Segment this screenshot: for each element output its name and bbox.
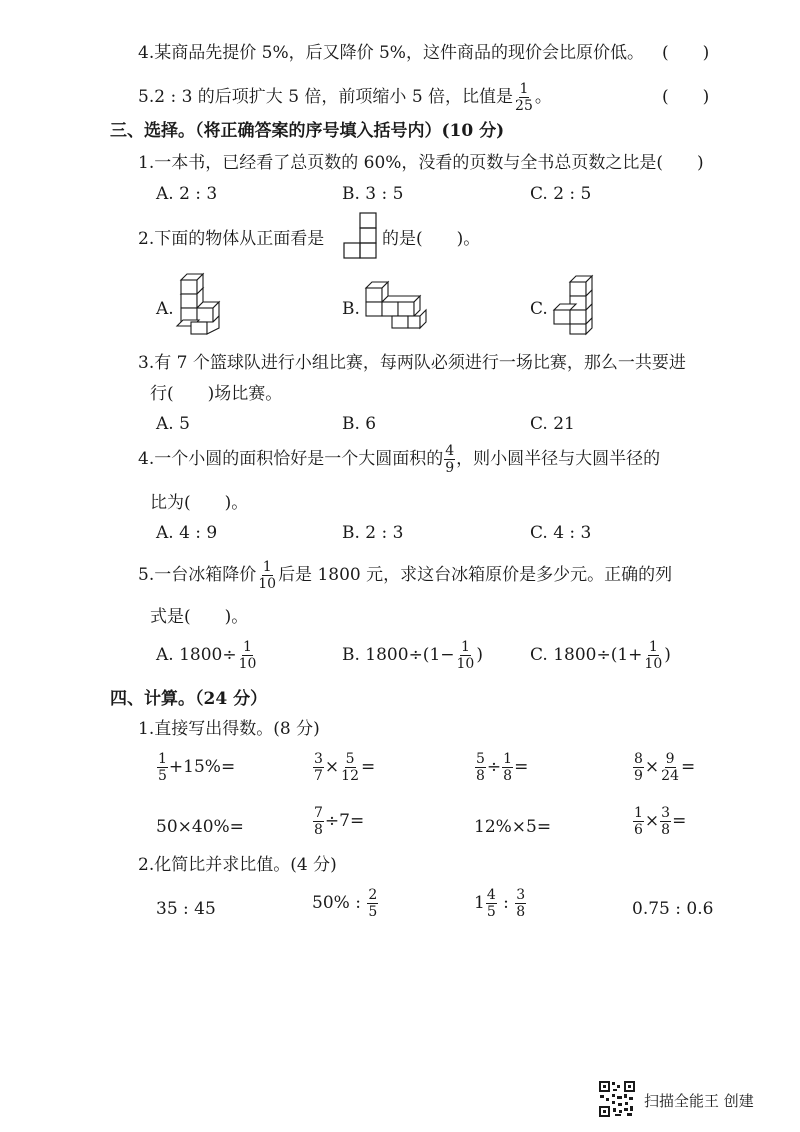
- fraction: $\frac{5}{8}$: [476, 751, 485, 784]
- judge-q5-answer-paren[interactable]: ( ): [662, 87, 710, 107]
- judge-q4-answer-paren[interactable]: ( ): [662, 43, 710, 63]
- calc-r1-e2: $\frac{3}{7}$ × $\frac{5}{12}$ =: [314, 751, 376, 784]
- cube-stack-b-icon: [362, 278, 432, 332]
- calc-r1-e1: $\frac{1}{5}$ +15%=: [158, 751, 236, 784]
- fraction: $\frac{4}{9}$: [445, 443, 455, 476]
- fraction: $\frac{3}{7}$: [314, 751, 323, 784]
- calc-sub2-title: 2.化简比并求比值。(4 分): [138, 855, 337, 875]
- fraction: $\frac{8}{9}$: [634, 751, 643, 784]
- fraction: $\frac{1}{6}$: [634, 805, 643, 838]
- choice-q4-option-a[interactable]: A. 4 : 9: [156, 523, 218, 543]
- choice-q5-line1: 5.一台冰箱降价 $\frac{1}{10}$ 后是 1800 元，求这台冰箱原价是多少元。正确的列: [138, 559, 673, 592]
- calc-r2-e2: $\frac{7}{8}$ ÷7=: [314, 805, 365, 838]
- fraction: $\frac{1}{10}$: [644, 639, 663, 672]
- choice-q5-option-c[interactable]: C. 1800÷(1+ $\frac{1}{10}$ ): [530, 639, 671, 672]
- fraction: $\frac{2}{5}$: [368, 887, 378, 920]
- fraction: $\frac{5}{12}$: [341, 751, 359, 784]
- fraction: $\frac{1}{10}$: [238, 639, 257, 672]
- choice-q3-line2: 行( )场比赛。: [150, 384, 283, 404]
- calc-r2-e3: 12%×5=: [474, 817, 552, 837]
- calc-r1-e3: $\frac{5}{8}$ ÷ $\frac{1}{8}$ =: [476, 751, 529, 784]
- front-view-shape-icon: [343, 212, 377, 260]
- choice-q4-line2: 比为( )。: [150, 493, 249, 513]
- choice-q1: 1.一本书，已经看了总页数的 60%，没看的页数与全书总页数之比是( ): [138, 153, 704, 173]
- calc-r3-e3: 1 $\frac{4}{5}$ : $\frac{3}{8}$: [474, 887, 526, 920]
- choice-q4-option-b[interactable]: B. 2 : 3: [342, 523, 404, 543]
- fraction: $\frac{1}{8}$: [503, 751, 513, 784]
- calc-r3-e1: 35 : 45: [156, 899, 216, 919]
- qr-code-icon: [598, 1080, 636, 1118]
- fraction: $\frac{3}{8}$: [516, 887, 526, 920]
- choice-q1-option-c[interactable]: C. 2 : 5: [530, 184, 592, 204]
- fraction: $\frac{4}{5}$: [486, 887, 496, 920]
- judge-q5: 5.2 : 3 的后项扩大 5 倍，前项缩小 5 倍，比值是 $\frac{1}{25}$ 。: [138, 81, 552, 114]
- fraction: $\frac{1}{5}$: [158, 751, 167, 784]
- fraction: $\frac{1}{25}$: [515, 81, 533, 114]
- fraction: $\frac{3}{8}$: [661, 805, 671, 838]
- choice-q5-option-a[interactable]: A. 1800÷ $\frac{1}{10}$: [156, 639, 257, 672]
- choice-q2-prefix: 2.下面的物体从正面看是: [138, 229, 325, 249]
- scanner-watermark: 扫描全能王 创建: [644, 1092, 754, 1110]
- judge-q4: 4.某商品先提价 5%，后又降价 5%，这件商品的现价会比原价低。: [138, 43, 644, 63]
- choice-q5-line2: 式是( )。: [150, 607, 249, 627]
- fraction: $\frac{7}{8}$: [314, 805, 323, 838]
- calc-sub1-title: 1.直接写出得数。(8 分): [138, 719, 320, 739]
- choice-q1-option-a[interactable]: A. 2 : 3: [156, 184, 218, 204]
- choice-q3-option-a[interactable]: A. 5: [156, 414, 190, 434]
- choice-q4-option-c[interactable]: C. 4 : 3: [530, 523, 592, 543]
- choice-q5-option-b[interactable]: B. 1800÷(1− $\frac{1}{10}$ ): [342, 639, 483, 672]
- choice-q2-option-a[interactable]: A.: [156, 299, 174, 319]
- fraction: $\frac{1}{10}$: [258, 559, 277, 592]
- fraction: $\frac{9}{24}$: [661, 751, 679, 784]
- choice-q2-suffix: 的是( )。: [382, 229, 481, 249]
- cube-stack-c-icon: [552, 272, 598, 336]
- choice-q4-line1: 4.一个小圆的面积恰好是一个大圆面积的 $\frac{4}{9}$ ，则小圆半径与大圆半径的: [138, 443, 661, 476]
- calc-r2-e4: $\frac{1}{6}$ × $\frac{3}{8}$ =: [634, 805, 687, 838]
- choice-q3-option-c[interactable]: C. 21: [530, 414, 575, 434]
- choice-q2-option-c[interactable]: C.: [530, 299, 548, 319]
- section-4-title: 四、计算。（24 分）: [110, 689, 268, 709]
- calc-r1-e4: $\frac{8}{9}$ × $\frac{9}{24}$ =: [634, 751, 696, 784]
- cube-stack-a-icon: [176, 270, 222, 336]
- fraction: $\frac{1}{10}$: [456, 639, 475, 672]
- section-3-title: 三、选择。（将正确答案的序号填入括号内）(10 分): [110, 121, 505, 141]
- choice-q3-option-b[interactable]: B. 6: [342, 414, 377, 434]
- calc-r3-e4: 0.75 : 0.6: [632, 899, 714, 919]
- calc-r2-e1: 50×40%=: [156, 817, 244, 837]
- calc-r3-e2: 50% : $\frac{2}{5}$: [312, 887, 378, 920]
- choice-q1-option-b[interactable]: B. 3 : 5: [342, 184, 404, 204]
- choice-q3-line1: 3.有 7 个篮球队进行小组比赛，每两队必须进行一场比赛，那么一共要进: [138, 353, 686, 373]
- choice-q2-option-b[interactable]: B.: [342, 299, 360, 319]
